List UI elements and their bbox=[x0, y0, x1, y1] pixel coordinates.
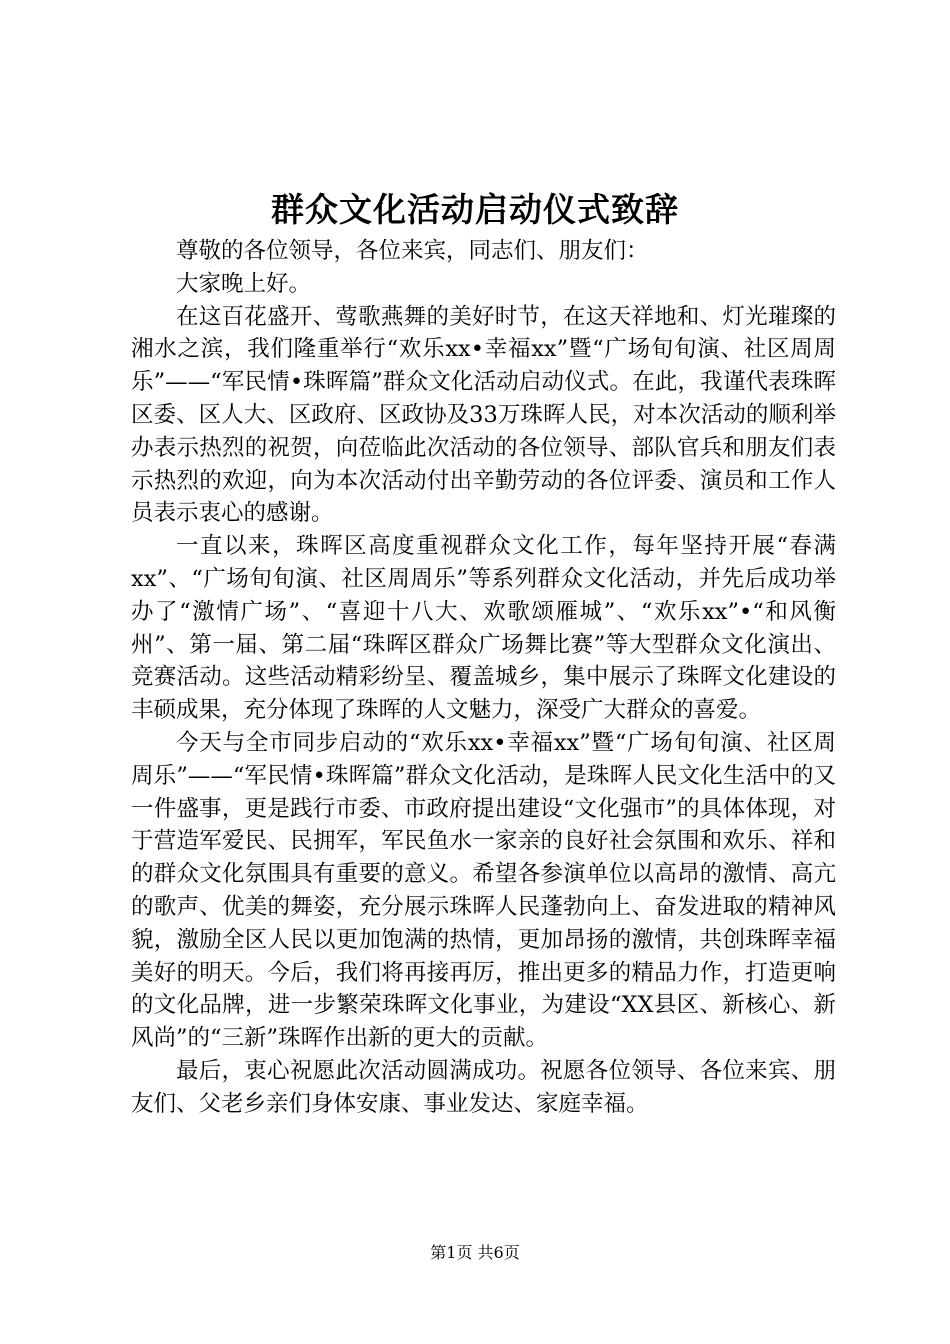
greeting: 大家晚上好。 bbox=[176, 270, 312, 297]
body-paragraph: 今天与全市同步启动的“欢乐xx•幸福xx”暨“广场旬旬演、社区周周乐”——“军民情•珠晖篇”群众文化活动，是珠晖人民文化生活中的又一件盛事，更是践行市委、市政府提出建设“文化强市”的具体体现，对于营造军爱民、民拥军，军民鱼水一家亲的良好社会氛围和欢乐、祥和的群众文化氛围具有重要的意义。希望各参演单位以高昂的激情、高亢的歌声、优美的舞姿，充分展示珠晖人民蓬勃向上、奋发进取的精神风貌，激励全区人民以更加饱满的热情，更加昂扬的激情，共创珠晖幸福美好的明天。今后，我们将再接再厉，推出更多的精品力作，打造更响的文化品牌，进一步繁荣珠晖文化事业，为建设“XX县区、新核心、新风尚”的“三新”珠晖作出新的更大的贡献。 bbox=[131, 729, 836, 1052]
salutation: 尊敬的各位领导，各位来宾，同志们、朋友们： bbox=[176, 238, 649, 264]
document-title: 群众文化活动启动仪式致辞 bbox=[271, 190, 679, 229]
page-number: 第1页 共6页 bbox=[430, 1243, 520, 1262]
body-paragraph: 在这百花盛开、莺歌燕舞的美好时节，在这天祥地和、灯光璀璨的湘水之滨，我们隆重举行“欢乐xx•幸福xx”暨“广场旬旬演、社区周周乐”——“军民情•珠晖篇”群众文化活动启动仪式。在此，我谨代表珠晖区委、区人大、区政府、区政协及33万珠晖人民，对本次活动的顺利举办表示热烈的祝贺，向莅临此次活动的各位领导、部队官兵和朋友们表示热烈的欢迎，向为本次活动付出辛勤劳动的各位评委、演员和工作人员表示衷心的感谢。 bbox=[131, 303, 836, 527]
document-body bbox=[131, 235, 836, 1121]
closing-paragraph: 最后，衷心祝愿此次活动圆满成功。祝愿各位领导、各位来宾、朋友们、父老乡亲们身体安康、事业发达、家庭幸福。 bbox=[131, 1057, 836, 1117]
body-paragraph: 一直以来，珠晖区高度重视群众文化工作，每年坚持开展“春满xx”、“广场旬旬演、社区周周乐”等系列群众文化活动，并先后成功举办了“激情广场”、“喜迎十八大、欢歌颂雁城”、“欢乐xx”•“和风衡州”、第一届、第二届“珠晖区群众广场舞比赛”等大型群众文化演出、竞赛活动。这些活动精彩纷呈、覆盖城乡，集中展示了珠晖文化建设的丰硕成果，充分体现了珠晖的人文魅力，深受广大群众的喜爱。 bbox=[131, 533, 836, 724]
